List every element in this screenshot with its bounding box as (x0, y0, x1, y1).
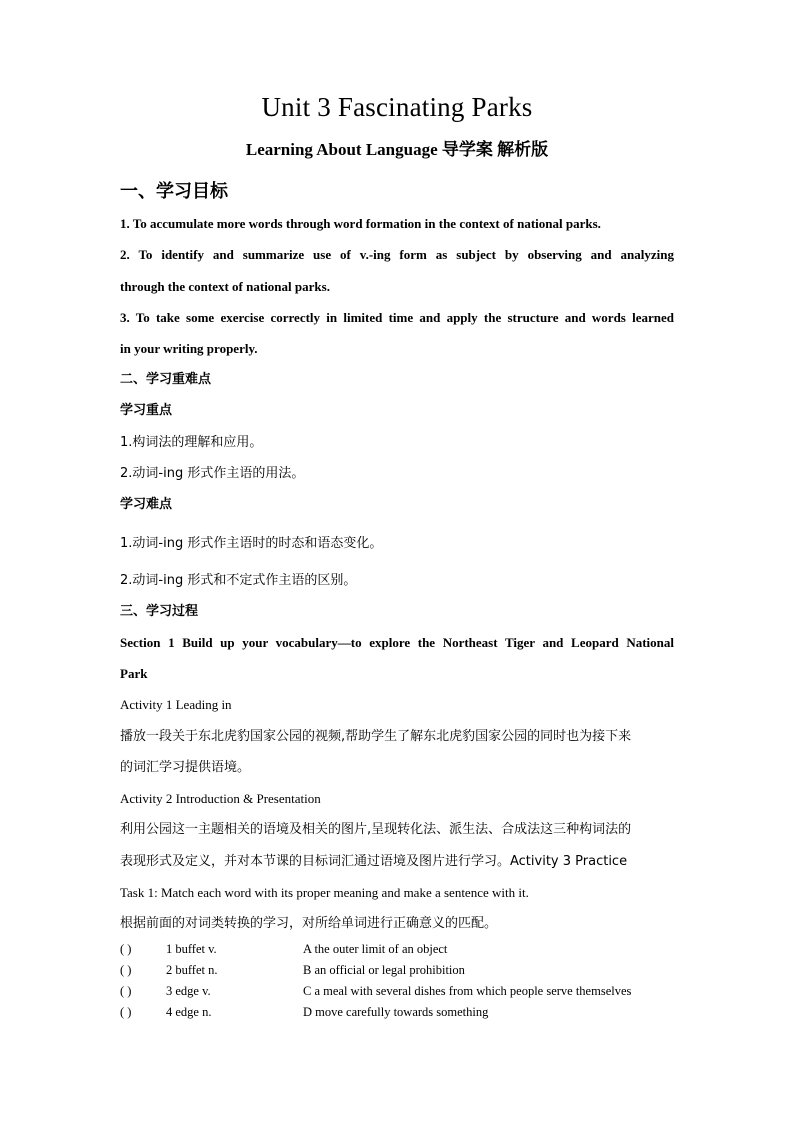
objective-line-1: 1. To accumulate more words through word formation in the context of national parks. (120, 216, 601, 231)
section-heading-objectives: 一、学习目标 (120, 181, 228, 202)
key-point-1: 1.构词法的理解和应用。 (120, 435, 263, 450)
section-heading-process: 三、学习过程 (120, 604, 199, 619)
match-row (120, 963, 680, 981)
match-word: 4 edge n. (166, 1005, 212, 1019)
activity-1-text-line-2: 的词汇学习提供语境。 (120, 760, 251, 775)
answer-blank[interactable]: ( ) (120, 963, 132, 977)
page-subtitle: Learning About Language 导学案 解析版 (245, 140, 549, 159)
answer-blank[interactable]: ( ) (120, 942, 132, 956)
activity-2-text-line-2: 表现形式及定义，并对本节课的目标词汇通过语境及图片进行学习。Activity 3 Practice (120, 854, 628, 869)
task-1-instruction-cn: 根据前面的对词类转换的学习，对所给单词进行正确意义的匹配。 (120, 916, 498, 931)
match-row (120, 1005, 680, 1023)
match-meaning: A the outer limit of an object (303, 942, 448, 956)
match-word: 1 buffet v. (166, 942, 217, 956)
key-points-heading: 学习重点 (120, 403, 173, 418)
objective-line-3b: in your writing properly. (120, 341, 258, 356)
activity-1-heading: Activity 1 Leading in (120, 697, 232, 712)
match-row (120, 984, 680, 1002)
difficult-point-2: 2.动词-ing 形式和不定式作主语的区别。 (120, 573, 357, 588)
match-word: 2 buffet n. (166, 963, 218, 977)
activity-2-heading: Activity 2 Introduction & Presentation (120, 791, 321, 806)
answer-blank[interactable]: ( ) (120, 1005, 132, 1019)
match-row (120, 942, 680, 960)
objective-line-3a: 3. To take some exercise correctly in limited time and apply the structure and words learned (120, 310, 674, 325)
section-heading-key-difficult: 二、学习重难点 (120, 372, 212, 387)
activity-1-text-line-1: 播放一段关于东北虎豹国家公园的视频,帮助学生了解东北虎豹国家公园的同时也为接下来 (120, 729, 632, 744)
match-meaning: D move carefully towards something (303, 1005, 489, 1019)
match-meaning: C a meal with several dishes from which people serve themselves (303, 984, 632, 998)
objective-line-2a: 2. To identify and summarize use of v.-ing form as subject by observing and analyzing (120, 247, 674, 262)
section-1-title-line-1: Section 1 Build up your vocabulary—to explore the Northeast Tiger and Leopard National (120, 635, 674, 650)
difficult-point-1: 1.动词-ing 形式作主语时的时态和语态变化。 (120, 536, 383, 551)
objective-line-2b: through the context of national parks. (120, 279, 330, 294)
match-word: 3 edge v. (166, 984, 211, 998)
match-meaning: B an official or legal prohibition (303, 963, 465, 977)
page-title: Unit 3 Fascinating Parks (261, 92, 533, 122)
task-1-instruction: Task 1: Match each word with its proper meaning and make a sentence with it. (120, 885, 529, 900)
difficult-points-heading: 学习难点 (120, 497, 173, 512)
answer-blank[interactable]: ( ) (120, 984, 132, 998)
key-point-2: 2.动词-ing 形式作主语的用法。 (120, 466, 305, 481)
activity-2-text-line-1: 利用公园这一主题相关的语境及相关的图片,呈现转化法、派生法、合成法这三种构词法的 (120, 822, 632, 837)
section-1-title-line-2: Park (120, 666, 148, 681)
